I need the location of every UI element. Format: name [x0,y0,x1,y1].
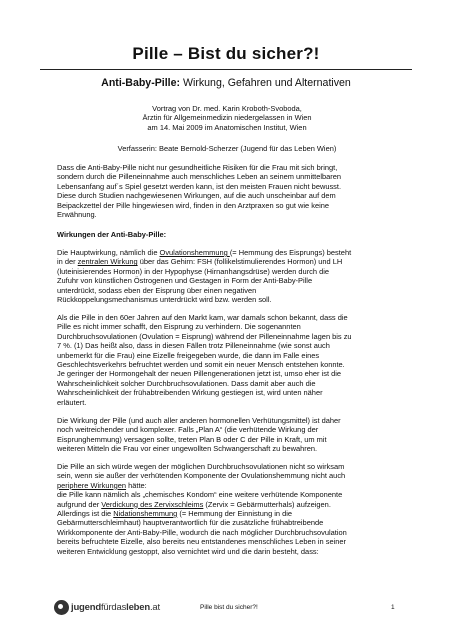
text-line: die Pille kann nämlich als „chemisches Kondom“ eine weitere verhütende Komponente [57,490,343,500]
text-line: Dass die Anti-Baby-Pille nicht nur gesundheitliche Risiken für die Frau mit sich bringt, [57,163,338,172]
author-line [57,144,397,153]
text-line: Gebärmutterschleimhaut) hauptverantwortlich für die zusätzliche frühabtreibende [57,518,324,528]
underlined-term: Ovulationshemmung [159,248,230,257]
text-run: aufgrund der [57,499,102,509]
text-line: erläutert. [57,397,87,407]
paragraph-1 [57,248,397,304]
page-subtitle [40,77,412,89]
logo-part: .at [149,601,160,613]
text-run: in der [57,257,78,267]
subtitle-rest: Wirkung, Gefahren und Alternativen [180,77,351,89]
footer-title: Pille bist du sicher?! [200,604,258,611]
text-run: (Zervix = Gebärmutterhals) aufzeigen. [203,499,331,509]
text-line: Wahrscheinlichkeit solcher Durchbruchsovulationen. Dass damit aber auch die [57,378,316,388]
lecture-info [57,104,397,132]
underlined-term: periphere Wirkungen [57,480,127,490]
text-run: Allerdings ist die [57,508,114,518]
text-line [57,509,397,518]
text-line: sein, wenn sie außer der verhütenden Komponente der Ovulationshemmung nicht auch [57,471,346,481]
text-line: unterdrückt, sodass eben der Eisprung über einen negativen [57,285,257,295]
subtitle-bold: Anti-Baby-Pille: [101,77,181,89]
logo-text [71,602,160,613]
text-line: Rückkoppelungsmechanismus unterdrückt wird bzw. werden soll. [57,294,272,304]
underlined-term: Verdickung des Zervixschleims [101,499,204,509]
text-line: (luteinisierendes Hormon) in der Hypophyse (Hirnanhangsdrüse) werden durch die [57,266,330,276]
author-text: Verfasserin: Beate Bernold-Scherzer (Jugend für das Leben Wien) [117,144,337,153]
paragraph-4 [57,462,397,556]
logo-part: jugend [71,601,101,613]
underlined-term: zentralen Wirkung [77,257,138,267]
text-line [57,248,397,257]
text-line: noch weitreichender und komplexer. Falls „Plan A“ (die verhütende Wirkung der [57,425,319,435]
text-line [57,481,397,490]
text-line: Diese durch Studien nachgewiesenen Wirkungen, auf die auch unscheinbar auf dem [57,191,336,201]
text-line: Zufuhr von künstlichen Östrogenen und Gestagen in Form der Anti-Baby-Pille [57,276,313,286]
text-line: Eisprunghemmung) versagen sollte, treten Plan B oder C der Pille in Kraft, um mit [57,434,327,444]
text-line: Durchbruchsovulationen (Ovulation = Eisprung) während der Pilleneinnahme lagen bis zu [57,331,352,341]
underlined-term: Nidationshemmung [113,508,178,518]
footer-logo [54,598,160,616]
text-line: weiteren Entwicklung gestoppt, also vernichtet wird und die darin besteht, dass: [57,546,319,556]
text-line: Erwähnung. [57,209,97,219]
text-line: 7 %. (1) Das heißt also, dass in diesen Fällen trotz Pilleneinnahme (wie sonst auch [57,341,330,351]
text-line: unbemerkt für die Frau) eine Eizelle freigegeben wurde, die dann im Falle eines [57,350,320,360]
lecture-line: am 14. Mai 2009 im Anatomischen Institut, Wien [147,122,307,132]
paragraph-2 [57,313,397,407]
paragraph-3 [57,416,397,454]
section-heading [57,230,397,239]
text-run: (= Hemmung der Einnistung in die [177,508,293,518]
text-line: Die Pille an sich würde wegen der möglichen Durchbruchsovulationen nicht so wirksam [57,462,345,471]
lecture-line: Ärztin für Allgemeinmedizin niedergelassen in Wien [142,113,312,123]
logo-part: leben [126,601,150,613]
intro-paragraph [57,163,397,219]
logo-mark-icon [54,600,69,615]
heading-text: Wirkungen der Anti-Baby-Pille: [57,230,167,239]
text-line: Beipackzettel der Pille hingewiesen wird, finden in den Arztpraxen so gut wie keine [57,200,330,210]
text-line: bereits befruchtete Eizelle, also bereits neu entstandenes menschliches Leben in seiner [57,537,346,547]
title-rule [40,69,412,70]
logo-part: fürdas [100,601,127,613]
text-line: Pille es nicht immer schafft, den Eisprung zu verhindern. Die sogenannten [57,322,301,332]
text-line [57,500,397,509]
text-line: sondern durch die Pilleneinnahme auch menschliches Leben an seinem unmittelbaren [57,172,342,182]
text-run: Die Hauptwirkung, nämlich die [57,248,160,257]
lecture-line: Vortrag von Dr. med. Karin Kroboth-Svoboda, [152,104,302,113]
text-line: Die Wirkung der Pille (und auch aller anderen hormonellen Verhütungsmittel) ist daher [57,416,341,425]
text-line: Als die Pille in den 60er Jahren auf den Markt kam, war damals schon bekannt, dass die [57,313,348,322]
text-line: Wirkkomponente der Anti-Baby-Pille, wodurch die nach möglicher Durchbruchsovulation [57,527,347,537]
text-line: Geschlechtsverkehrs befruchtet werden und somit ein neuer Mensch entstehen konnte. [57,359,345,369]
text-run: über das Gehirn: FSH (follikelstimulierendes Hormon) und LH [137,257,343,267]
page-title: Pille – Bist du sicher?! [132,44,320,63]
page-number: 1 [391,604,395,611]
text-line: Lebensanfang auf´s Spiel gesetzt werden kann, ist den meisten Frauen nicht bewusst. [57,181,342,191]
text-line: weiteren Mitteln die Frau vor einer ungewollten Schwangerschaft zu bewahren. [57,444,318,454]
text-line: Je geringer der Hormongehalt der neuen Pillengenerationen jetzt ist, umso eher ist die [57,369,342,379]
text-run: hätte: [126,480,147,490]
text-line: Wahrscheinlichkeit der frühabtreibenden Wirkung gestiegen ist, wird unten näher [57,388,323,398]
text-run: (= Hemmung des Eisprungs) besteht [229,248,352,257]
text-line [57,257,397,266]
